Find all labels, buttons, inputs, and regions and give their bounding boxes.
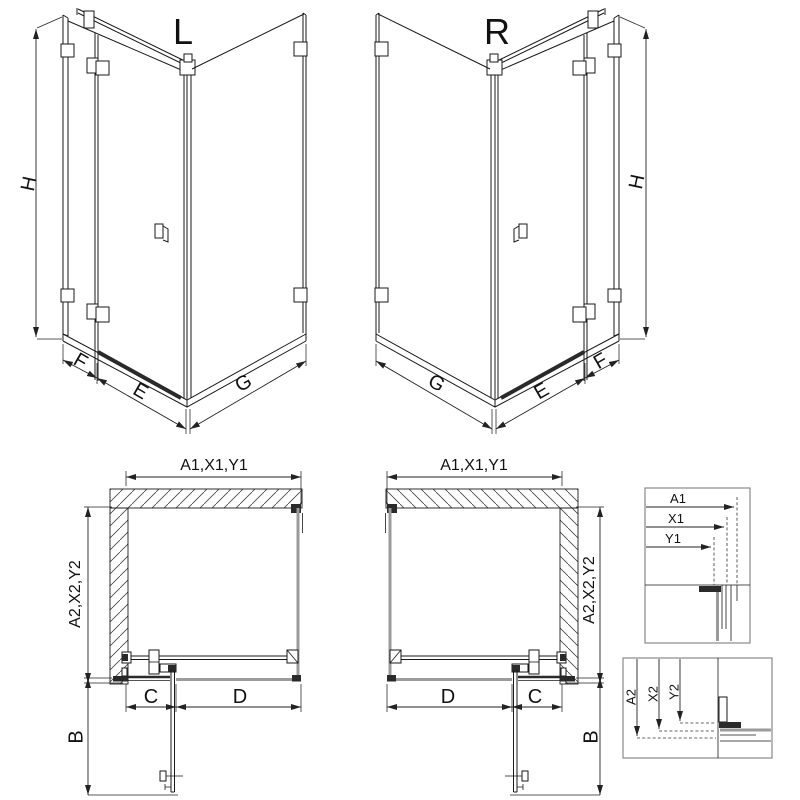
dim-label-door-right: E: [530, 378, 553, 405]
detail-depth-x2-label: X2: [645, 686, 661, 702]
dim-label-side-left: G: [231, 369, 256, 397]
plan-left-geometry: [84, 471, 303, 795]
dim-label-side-right: G: [424, 369, 449, 397]
detail-width-a1-label: A1: [670, 491, 686, 506]
detail-box-depth: [623, 658, 772, 758]
dim-label-fixed-right: F: [589, 348, 612, 374]
view-label-right: R: [484, 11, 510, 52]
plan-right-geometry: [386, 471, 605, 795]
detail-width-y1-label: Y1: [665, 531, 681, 546]
plan-right-door-label: D: [440, 686, 456, 708]
plan-right-depth-label: A2,X2,Y2: [581, 556, 599, 624]
plan-view-right: [386, 457, 605, 795]
dim-label-fixed-left: F: [69, 348, 92, 374]
plan-left-depth-label: A2,X2,Y2: [67, 560, 85, 628]
detail-depth-a2-label: A2: [623, 689, 639, 705]
iso-view-right: [375, 8, 650, 434]
plan-left-width-label: A1,X1,Y1: [180, 457, 248, 474]
detail-width-x1-label: X1: [668, 511, 684, 526]
dim-label-door-left: E: [129, 378, 152, 405]
plan-right-hinge-label: C: [527, 686, 543, 708]
detail-box-width: [645, 488, 750, 643]
dim-label-height-left: H: [17, 174, 42, 194]
iso-view-left: [17, 8, 307, 434]
plan-left-door-label: D: [232, 686, 248, 708]
plan-right-width-label: A1,X1,Y1: [440, 457, 508, 474]
dim-label-height-right: H: [625, 172, 650, 192]
plan-right-swing-label: B: [580, 730, 603, 744]
view-label-left: L: [172, 11, 194, 52]
plan-view-left: [65, 457, 302, 795]
detail-depth-y2-label: Y2: [666, 684, 682, 700]
plan-left-hinge-label: C: [143, 686, 159, 708]
plan-left-swing-label: B: [65, 730, 88, 744]
